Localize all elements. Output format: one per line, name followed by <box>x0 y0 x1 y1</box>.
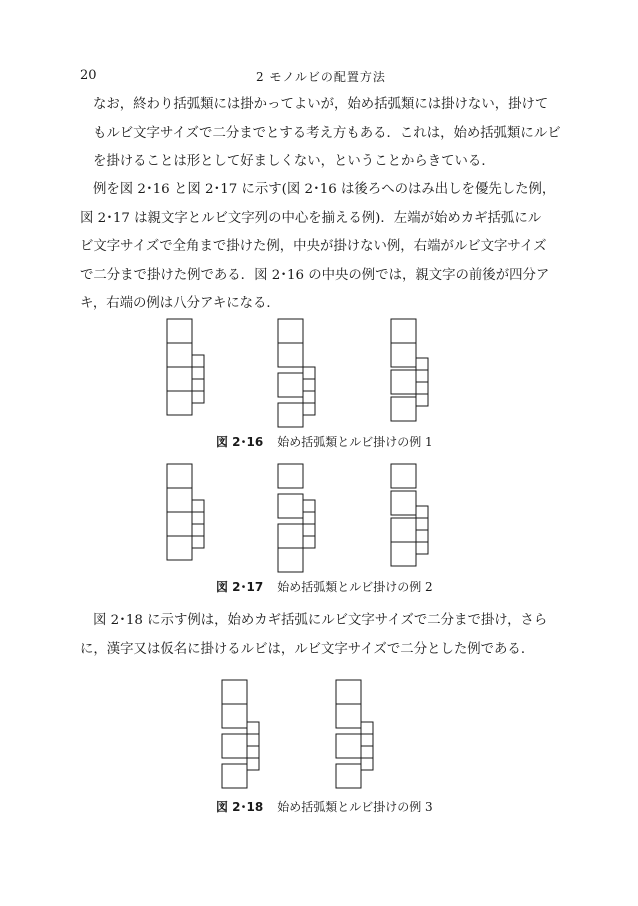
figure-caption <box>216 798 433 815</box>
ruby-example-left <box>222 680 259 788</box>
running-title: 2 モノルビの配置方法 <box>256 70 386 84</box>
ruby-example-right <box>336 680 373 788</box>
ruby-example-center <box>278 464 315 572</box>
ruby-example-right <box>391 464 428 566</box>
figure-number: 図 2･17 <box>216 580 264 594</box>
figure-number: 図 2･16 <box>216 435 264 449</box>
figure-number: 図 2･18 <box>216 800 264 814</box>
page-number: 20 <box>80 68 97 83</box>
ruby-example-left <box>167 319 204 415</box>
text-line: に，漢字又は仮名に掛けるルビは，ルビ文字サイズで二分とした例である． <box>80 641 535 657</box>
figure-caption-text: 始め括弧類とルビ掛けの例 3 <box>277 800 433 814</box>
text-line: 図 2･18 に示す例は，始めカギ括弧にルビ文字サイズで二分まで掛け，さら <box>93 613 548 628</box>
text-line: ビ文字サイズで全角まで掛けた例，中央が掛けない例，右端がルビ文字サイズ <box>80 239 547 255</box>
paragraph-2 <box>80 176 560 319</box>
ruby-example-center <box>278 319 315 427</box>
text-line: なお，終わり括弧類には掛かってよいが，始め括弧類には掛けない，掛けて <box>93 97 549 112</box>
figure-caption <box>216 578 433 595</box>
figure-caption-text: 始め括弧類とルビ掛けの例 2 <box>277 580 433 594</box>
text-line: もルビ文字サイズで二分までとする考え方もある．これは，始め括弧類にルビ <box>93 125 561 141</box>
ruby-example-left <box>167 464 204 560</box>
text-line: 例を図 2･16 と図 2･17 に示す(図 2･16 は後ろへのはみ出しを優先した例， <box>93 182 556 197</box>
figure-caption-text: 始め括弧類とルビ掛けの例 1 <box>277 435 433 449</box>
ruby-example-right <box>391 319 428 421</box>
text-line: を掛けることは形として好ましくない，ということからきている． <box>93 154 495 170</box>
text-line: キ，右端の例は八分アキになる． <box>80 296 280 312</box>
text-line: で二分まで掛けた例である．図 2･16 の中央の例では，親文字の前後が四分ア <box>80 267 550 283</box>
paragraph-1 <box>80 91 560 177</box>
text-line: 図 2･17 は親文字とルビ文字列の中心を揃える例)．左端が始めカギ括弧にル <box>80 210 542 226</box>
figure-caption <box>216 433 433 450</box>
paragraph-3 <box>80 607 560 664</box>
